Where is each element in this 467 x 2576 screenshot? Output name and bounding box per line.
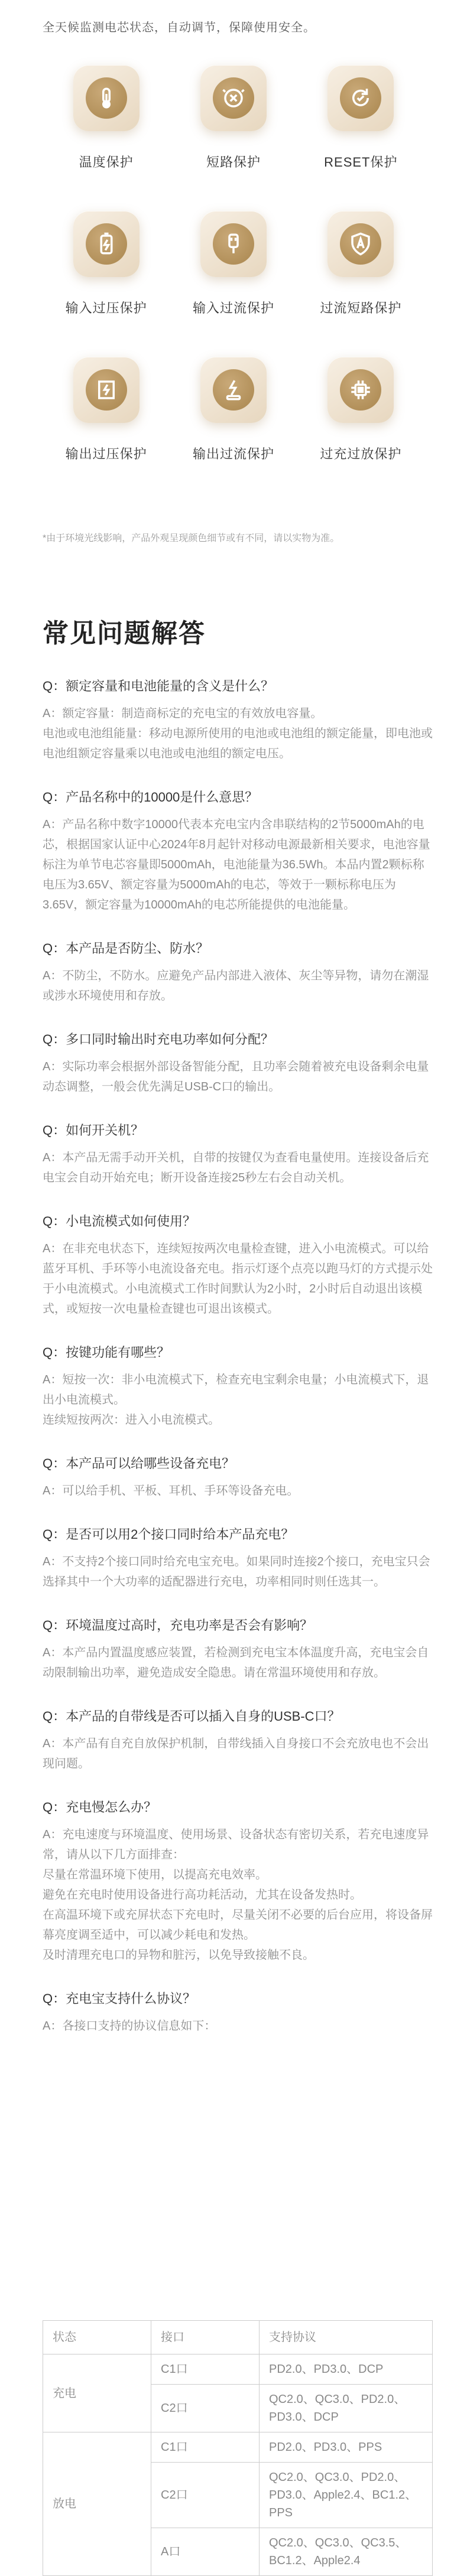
protection-item	[297, 65, 424, 171]
protection-label: 过流短路保护	[320, 301, 402, 315]
table-header-row	[43, 2321, 433, 2354]
faq-answer	[43, 1481, 433, 1501]
protection-label: 过充过放保护	[320, 447, 402, 461]
faq-question: Q：本产品是否防尘、防水？	[43, 941, 209, 956]
faq-answer-paragraph: A：不支持2个接口同时给充电宝充电。如果同时连接2个接口，充电宝只会选择其中一个大功率的适配器进行充电，功率相同时则任选其一。	[43, 1555, 430, 1588]
port-cell: A口	[151, 2528, 260, 2576]
protocol-cell: PD2.0、PD3.0、PPS	[260, 2432, 433, 2463]
faq-answer-paragraph: A：各接口支持的协议信息如下：	[43, 2020, 216, 2033]
faq-item	[43, 1343, 433, 1430]
faq-item	[43, 1030, 433, 1097]
protection-label: 输出过流保护	[192, 447, 274, 461]
faq-question: Q：小电流模式如何使用？	[43, 1214, 196, 1229]
output-overcurrent-icon	[200, 357, 267, 423]
faq-answer	[43, 1239, 433, 1319]
protection-item	[43, 65, 170, 171]
protection-item	[43, 357, 170, 463]
faq-item	[43, 676, 433, 764]
faq-answer	[43, 1825, 433, 1965]
protection-label: RESET保护	[324, 155, 398, 170]
faq-answer	[43, 704, 433, 764]
faq-answer	[43, 1057, 433, 1097]
faq-answer-paragraph: A：实际功率会根据外部设备智能分配，且功率会随着被充电设备剩余电量动态调整，一般会优先满足USB-C口的输出。	[43, 1060, 429, 1093]
state-cell: 充电	[43, 2354, 151, 2432]
table-header: 状态	[43, 2321, 151, 2354]
protocol-table	[43, 2320, 433, 2576]
faq-item	[43, 1797, 433, 1965]
protection-item	[170, 65, 297, 171]
protection-item	[297, 211, 424, 317]
faq-answer	[43, 1552, 433, 1592]
overcurrent-shield-icon	[327, 211, 394, 277]
protocol-table-wrap	[43, 2320, 433, 2576]
faq-item	[43, 1454, 433, 1501]
faq-question: Q：本产品可以给哪些设备充电？	[43, 1456, 235, 1471]
faq-answer	[43, 2016, 433, 2036]
faq-answer-paragraph: 避免在充电时使用设备进行高功耗活动，尤其在设备发热时。	[43, 1888, 362, 1901]
faq-item	[43, 939, 433, 1006]
input-overvoltage-icon	[73, 211, 140, 277]
faq-answer-paragraph: A：短按一次：非小电流模式下，检查充电宝剩余电量；小电流模式下，退出小电流模式。	[43, 1373, 429, 1406]
faq-item	[43, 1525, 433, 1592]
short-circuit-icon	[200, 65, 267, 131]
faq-item	[43, 1212, 433, 1319]
faq-answer-paragraph: A：额定容量：制造商标定的充电宝的有效放电容量。	[43, 707, 323, 720]
protection-label: 输出过压保护	[65, 447, 147, 461]
output-overvoltage-icon	[73, 357, 140, 423]
faq-answer-paragraph: 连续短按两次：进入小电流模式。	[43, 1414, 220, 1427]
faq-answer-paragraph: A：不防尘，不防水。应避免产品内部进入液体、灰尘等异物，请勿在潮湿或涉水环境使用和存放。	[43, 969, 429, 1002]
chip-icon	[327, 357, 394, 423]
protection-item	[170, 211, 297, 317]
faq-answer-paragraph: 尽量在常温环境下使用，以提高充电效率。	[43, 1868, 267, 1881]
port-cell: C1口	[151, 2432, 260, 2463]
protection-label: 输入过压保护	[65, 301, 147, 315]
faq-answer	[43, 1734, 433, 1774]
protection-features-grid	[43, 65, 424, 463]
faq-item	[43, 1121, 433, 1188]
protocol-cell: QC2.0、QC3.0、PD2.0、PD3.0、Apple2.4、BC1.2、PPS	[260, 2463, 433, 2528]
faq-question: Q：充电宝支持什么协议？	[43, 1991, 196, 2006]
faq-question: Q：产品名称中的10000是什么意思？	[43, 790, 258, 805]
faq-answer-paragraph: A：充电速度与环境温度、使用场景、设备状态有密切关系，若充电速度异常，请从以下几方面排查：	[43, 1828, 429, 1861]
faq-list	[43, 676, 433, 2060]
port-cell: C2口	[151, 2463, 260, 2528]
intro-text: 全天候监测电芯状态，自动调节，保障使用安全。	[43, 21, 316, 34]
faq-answer	[43, 1148, 433, 1188]
faq-answer-paragraph: A：产品名称中数字10000代表本充电宝内含串联结构的2节5000mAh的电芯，根据国家认证中心2024年8月起针对移动电源最新相关要求，电池容量标注为单节电芯容量即5000mAh，电池能量为36.5Wh。本品内置2颗标称电压为3.65V、额定容量为5000mAh的电芯，等效于一颗标称电压为3.65V，额定容量为10000mAh的电芯所能提供的电池能量。	[43, 818, 430, 911]
port-cell: C2口	[151, 2385, 260, 2432]
protection-label: 短路保护	[206, 155, 261, 170]
protection-label: 输入过流保护	[192, 301, 274, 315]
faq-item	[43, 1989, 433, 2036]
faq-question: Q：是否可以用2个接口同时给本产品充电？	[43, 1527, 294, 1542]
port-cell: C1口	[151, 2354, 260, 2385]
faq-answer-paragraph: 电池或电池组能量：移动电源所使用的电池或电池组的额定能量，即电池或电池组额定容量乘以电池或电池组的额定电压。	[43, 727, 433, 760]
faq-title: 常见问题解答	[43, 619, 206, 648]
faq-question: Q：环境温度过高时，充电功率是否会有影响？	[43, 1618, 313, 1633]
faq-answer-paragraph: A：可以给手机、平板、耳机、手环等设备充电。	[43, 1484, 299, 1497]
reset-icon	[327, 65, 394, 131]
protection-item	[43, 211, 170, 317]
protocol-cell: PD2.0、PD3.0、DCP	[260, 2354, 433, 2385]
input-overcurrent-icon	[200, 211, 267, 277]
faq-answer-paragraph: 在高温环境下或充屏状态下充电时，尽量关闭不必要的后台应用，将设备屏幕亮度调至适中，可以减少耗电和发热。	[43, 1909, 433, 1942]
faq-item	[43, 1616, 433, 1683]
table-row	[43, 2432, 433, 2463]
faq-question: Q：多口同时输出时充电功率如何分配？	[43, 1032, 274, 1047]
faq-answer	[43, 1370, 433, 1430]
table-header: 支持协议	[260, 2321, 433, 2354]
faq-answer-paragraph: A：本产品无需手动开关机，自带的按键仅为查看电量使用。连接设备后充电宝会自动开始充电；断开设备连接25秒左右会自动关机。	[43, 1151, 429, 1184]
faq-answer	[43, 1643, 433, 1683]
faq-question: Q：额定容量和电池能量的含义是什么？	[43, 679, 274, 693]
protection-item	[170, 357, 297, 463]
protection-item	[297, 357, 424, 463]
faq-answer	[43, 815, 433, 915]
protocol-cell: QC2.0、QC3.0、QC3.5、BC1.2、Apple2.4	[260, 2528, 433, 2576]
state-cell: 放电	[43, 2432, 151, 2576]
table-header: 接口	[151, 2321, 260, 2354]
faq-question: Q：充电慢怎么办？	[43, 1800, 157, 1815]
protection-label: 温度保护	[79, 155, 134, 170]
faq-answer	[43, 966, 433, 1006]
disclaimer-note: *由于环境光线影响，产品外观呈现颜色细节或有不同，请以实物为准。	[43, 533, 340, 543]
table-row	[43, 2354, 433, 2385]
faq-question: Q：如何开关机？	[43, 1123, 144, 1138]
faq-answer-paragraph: A：在非充电状态下，连续短按两次电量检查键，进入小电流模式。可以给蓝牙耳机、手环等小电流设备充电。指示灯逐个点亮以跑马灯的方式提示处于小电流模式。小电流模式工作时间默认为2小时，2小时后自动退出该模式，或短按一次电量检查键也可退出该模式。	[43, 1242, 433, 1315]
faq-answer-paragraph: A：本产品内置温度感应装置，若检测到充电宝本体温度升高，充电宝会自动限制输出功率，避免造成安全隐患。请在常温环境使用和存放。	[43, 1646, 429, 1679]
faq-question: Q：本产品的自带线是否可以插入自身的USB-C口？	[43, 1709, 340, 1724]
faq-item	[43, 787, 433, 915]
faq-question: Q：按键功能有哪些？	[43, 1345, 170, 1360]
faq-item	[43, 1707, 433, 1774]
faq-answer-paragraph: A：本产品有自充自放保护机制，自带线插入自身接口不会充放电也不会出现问题。	[43, 1737, 429, 1770]
thermometer-icon	[73, 65, 140, 131]
faq-answer-paragraph: 及时清理充电口的异物和脏污，以免导致接触不良。	[43, 1949, 314, 1962]
protocol-cell: QC2.0、QC3.0、PD2.0、PD3.0、DCP	[260, 2385, 433, 2432]
